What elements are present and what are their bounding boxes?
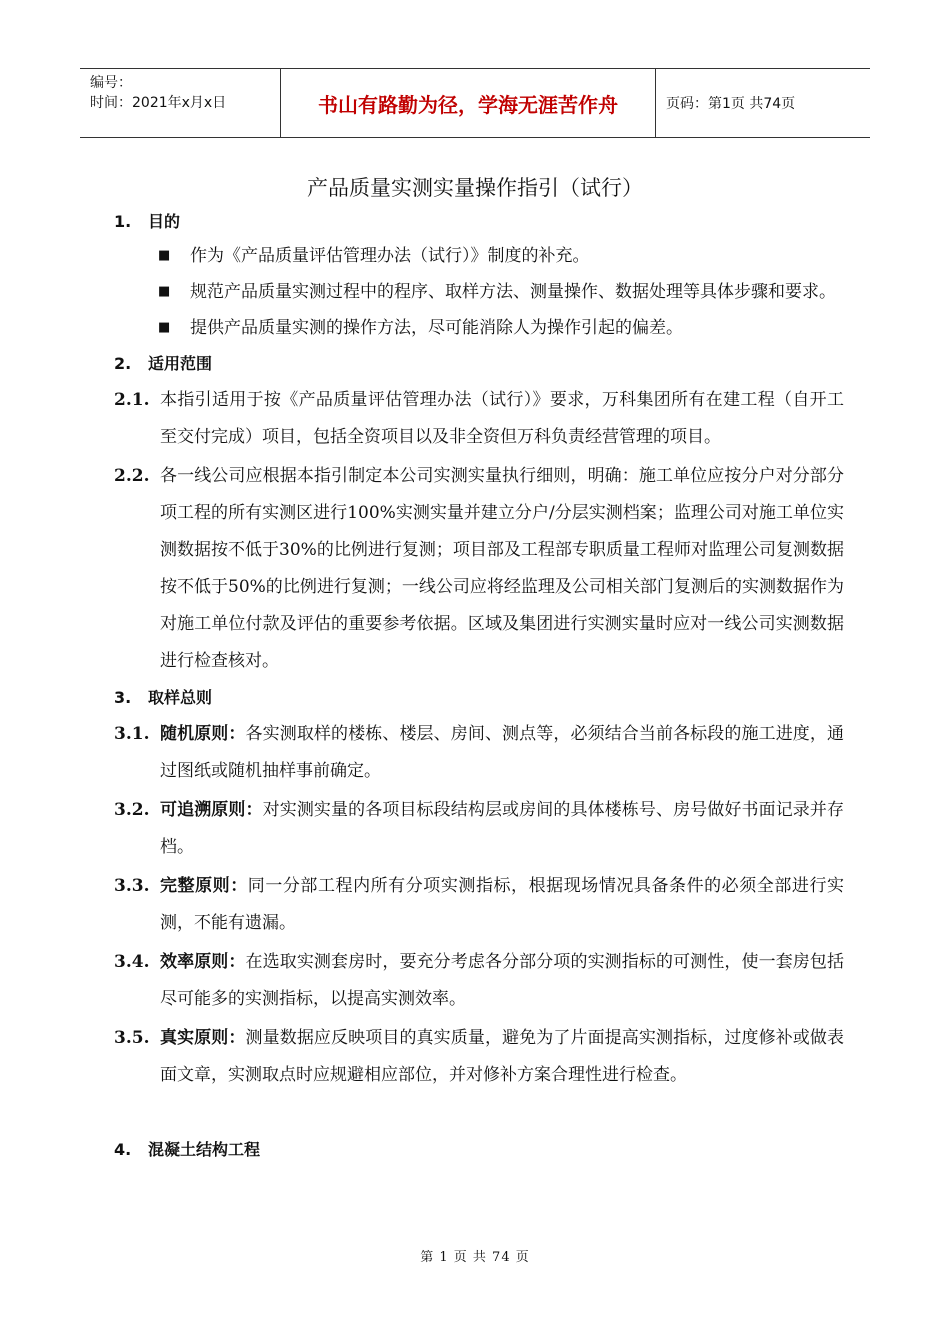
clause-text	[160, 1020, 844, 1094]
clause-text: 各一线公司应根据本指引制定本公司实测实量执行细则，明确：施工单位应按分户对分部分项工程的所有实测区进行100%实测实量并建立分户/分层实测档案；监理公司对施工单位实测数据按不低于30%的比例进行复测；项目部及工程部专职质量工程师对监理公司复测数据按不低于50%的比例进行复测；一线公司应将经监理及公司相关部门复测后的实测数据作为对施工单位付款及评估的重要参考依据。区域及集团进行实测实量时应对一线公司实测数据进行检查核对。	[160, 466, 844, 671]
clause-body: 各实测取样的楼栋、楼层、房间、测点等，必须结合当前各标段的施工进度，通过图纸或随机抽样事前确定。	[160, 724, 845, 781]
clause-label: 完整原则：	[160, 876, 248, 896]
clause-label: 真实原则：	[160, 1028, 246, 1048]
page-footer: 第 1 页 共 74 页	[420, 1250, 530, 1265]
clause-body: 在选取实测套房时，要充分考虑各分部分项的实测指标的可测性，使一套房包括尽可能多的实测指标，以提高实测效率。	[160, 952, 845, 1009]
time-label: 时间：2021年x月x日	[90, 95, 227, 111]
header-motto: 书山有路勤为径，学海无涯苦作舟	[280, 69, 656, 137]
section-title: 适用范围	[148, 354, 213, 373]
clause-item	[114, 716, 844, 790]
section-title: 混凝土结构工程	[148, 1140, 261, 1159]
clause-text	[160, 792, 844, 866]
clause-label: 可追溯原则：	[160, 800, 263, 820]
clause-number: 3.5.	[114, 1028, 150, 1048]
clause-text	[160, 944, 844, 1018]
bullet-item	[114, 274, 844, 310]
section-heading-concrete	[114, 1134, 844, 1166]
clause-label: 随机原则：	[160, 724, 246, 744]
bullet-text: 提供产品质量实测的操作方法，尽可能消除人为操作引起的偏差。	[190, 318, 683, 338]
bullet-item	[114, 238, 844, 274]
section-heading-scope	[114, 348, 844, 380]
section-number: 4.	[114, 1140, 132, 1159]
clause-item	[114, 458, 844, 680]
section-title: 取样总则	[148, 688, 213, 707]
section-title: 目的	[148, 212, 181, 231]
clause-body: 测量数据应反映项目的真实质量，避免为了片面提高实测指标，过度修补或做表面文章，实测取点时应规避相应部位，并对修补方案合理性进行检查。	[160, 1028, 845, 1085]
section-number: 2.	[114, 354, 132, 373]
clause-number: 2.1.	[114, 390, 150, 410]
clause-item	[114, 944, 844, 1018]
bullet-text: 作为《产品质量评估管理办法（试行）》制度的补充。	[190, 246, 590, 266]
bullet-text: 规范产品质量实测过程中的程序、取样方法、测量操作、数据处理等具体步骤和要求。	[190, 282, 836, 302]
clause-item	[114, 868, 844, 942]
clause-text: 本指引适用于按《产品质量评估管理办法（试行）》要求，万科集团所有在建工程（自开工至交付完成）项目，包括全资项目以及非全资但万科负责经营管理的项目。	[160, 390, 844, 447]
clause-item	[114, 382, 844, 456]
clause-text	[160, 868, 844, 942]
document-body	[114, 206, 844, 1166]
section-number: 1.	[114, 212, 132, 231]
number-label: 编号：	[90, 75, 132, 91]
document-title: 产品质量实测实量操作指引（试行）	[307, 176, 643, 200]
section-heading-sampling	[114, 682, 844, 714]
clause-item	[114, 792, 844, 866]
clause-text	[160, 716, 844, 790]
document-header	[80, 68, 870, 138]
clause-item	[114, 1020, 844, 1094]
header-page-info: 页码：第1页 共74页	[666, 96, 796, 112]
clause-number: 3.4.	[114, 952, 150, 972]
header-meta	[80, 69, 280, 137]
clause-number: 2.2.	[114, 466, 150, 486]
clause-body: 同一分部工程内所有分项实测指标，根据现场情况具备条件的必须全部进行实测，不能有遗漏。	[160, 876, 845, 933]
clause-number: 3.3.	[114, 876, 150, 896]
bullet-item	[114, 310, 844, 346]
clause-body: 对实测实量的各项目标段结构层或房间的具体楼栋号、房号做好书面记录并存档。	[160, 800, 845, 857]
square-bullet-icon: ■	[158, 248, 171, 263]
square-bullet-icon: ■	[158, 284, 171, 299]
square-bullet-icon: ■	[158, 320, 171, 335]
section-heading-purpose	[114, 206, 844, 238]
section-number: 3.	[114, 688, 132, 707]
clause-number: 3.1.	[114, 724, 150, 744]
clause-number: 3.2.	[114, 800, 150, 820]
clause-label: 效率原则：	[160, 952, 246, 972]
